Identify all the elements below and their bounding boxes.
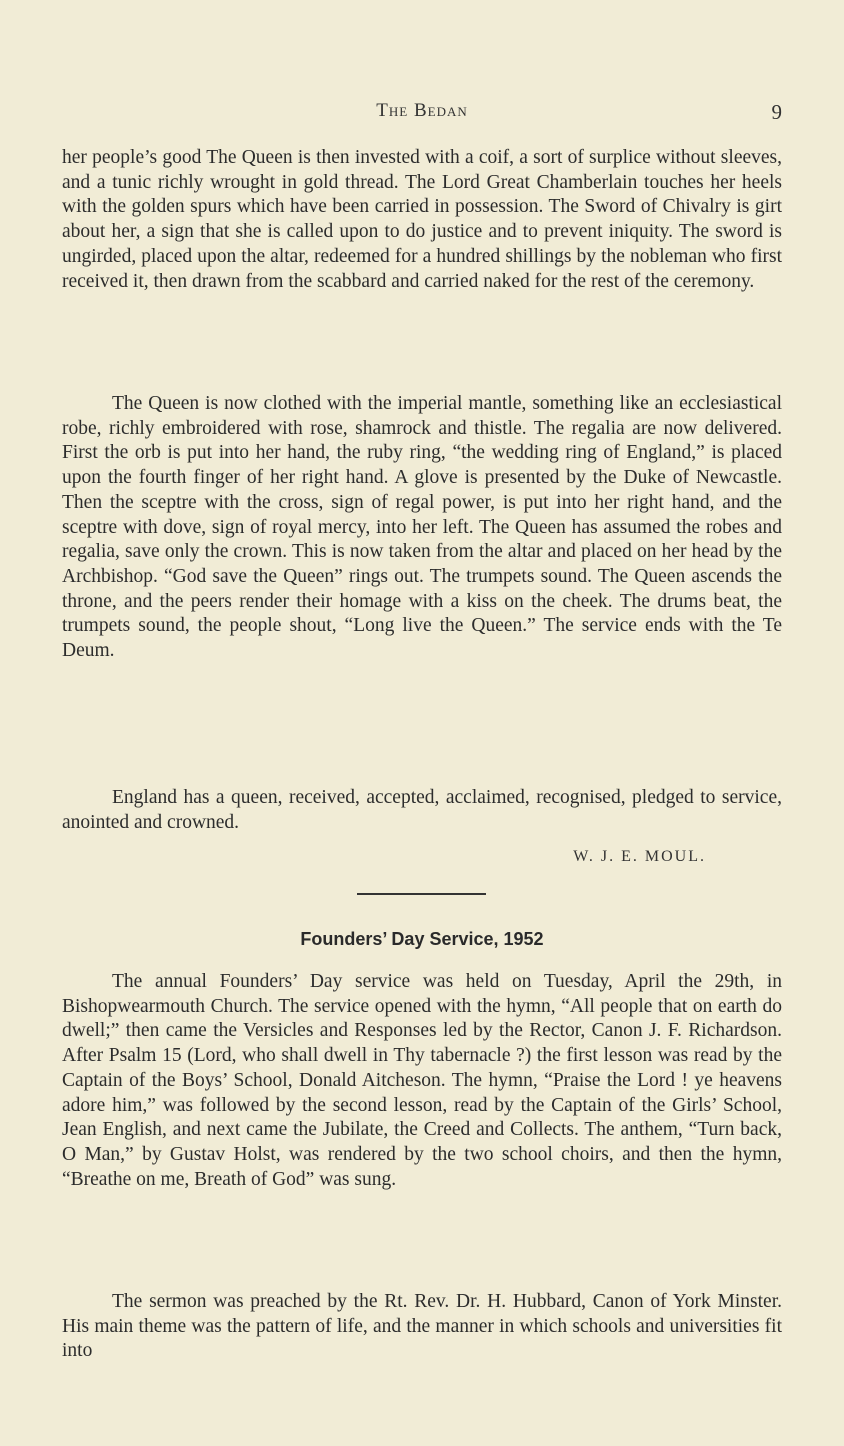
article-paragraph-3-block [62,786,782,835]
running-title: The Bedan [376,100,468,121]
author-signature: W. J. E. MOUL. [573,848,706,865]
article-paragraph: England has a queen, received, accepted, acclaimed, recognised, pledged to service, anointed and crowned. [62,787,782,833]
running-header [0,100,844,130]
article-paragraph-2-block [62,392,782,664]
page-number: 9 [771,100,782,124]
section-divider [357,893,486,895]
founders-paragraph: The sermon was preached by the Rt. Rev. Dr. H. Hubbard, Canon of York Minster. His main theme was the pattern of life, and the manner in which schools and universities fit into [62,1291,782,1362]
article-paragraph: her people’s good The Queen is then invested with a coif, a sort of surplice without sleeves, and a tunic richly wrought in gold thread. The Lord Great Chamberlain touches her heels with the golden spurs which have been carried in possession. The Sword of Chivalry is girt about her, a sign that she is called upon to do justice and to prevent iniquity. The sword is ungirded, placed upon the altar, redeemed for a hundred shillings by the nobleman who first received it, then drawn from the scabbard and carried naked for the rest of the ceremony. [62,147,782,292]
section-heading: Founders’ Day Service, 1952 [300,929,544,949]
article-paragraph: The Queen is now clothed with the imperial mantle, something like an ecclesiastical robe, richly embroidered with rose, shamrock and thistle. The regalia are now delivered. First the orb is put into her hand, the ruby ring, “the wedding ring of England,” is placed upon the fourth finger of her right hand. A glove is presented by the Duke of Newcastle. Then the sceptre with the cross, sign of regal power, is put into her right hand, and the sceptre with dove, sign of royal mercy, into her left. The Queen has assumed the robes and regalia, save only the crown. This is now taken from the altar and placed on her head by the Archbishop. “God save the Queen” rings out. The trumpets sound. The Queen ascends the throne, and the peers render their homage with a kiss on the cheek. The drums beat, the trumpets sound, the people shout, “Long live the Queen.” The service ends with the Te Deum. [62,393,782,662]
founders-paragraph-1-block [62,970,782,1192]
founders-paragraph-2-block [62,1290,782,1364]
founders-paragraph: The annual Founders’ Day service was held on Tuesday, April the 29th, in Bishopwearmouth Church. The service opened with the hymn, “All people that on earth do dwell;” then came the Versicles and Responses led by the Rector, Canon J. F. Richardson. After Psalm 15 (Lord, who shall dwell in Thy tabernacle ?) the first lesson was read by the Captain of the Boys’ School, Donald Aitcheson. The hymn, “Praise the Lord ! ye heavens adore him,” was followed by the second lesson, read by the Captain of the Girls’ School, Jean English, and next came the Jubilate, the Creed and Collects. The anthem, “Turn back, O Man,” by Gustav Holst, was rendered by the two school choirs, and then the hymn, “Breathe on me, Breath of God” was sung. [62,971,782,1190]
article-paragraph-1-block [62,146,782,294]
